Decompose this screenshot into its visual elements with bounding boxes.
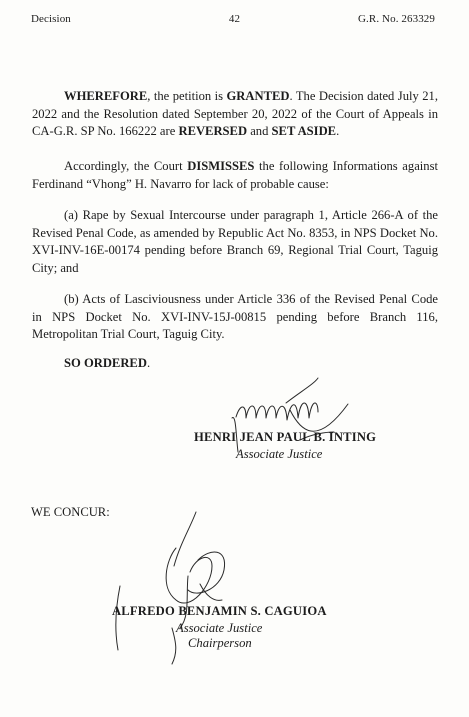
dismissal-paragraph bbox=[32, 158, 438, 193]
p2-text-1: Accordingly, the Court bbox=[64, 159, 188, 173]
header-doc-type: Decision bbox=[31, 13, 71, 25]
concurring-justice-title: Associate Justice bbox=[176, 621, 263, 635]
so-ordered-period: . bbox=[146, 356, 151, 370]
so-ordered-text: SO ORDERED bbox=[64, 356, 147, 370]
dispositive-paragraph bbox=[32, 88, 438, 141]
p2-text-2: the following Informations against Ferdinand “Vhong” H. Navarro for lack of probable cause: bbox=[32, 159, 438, 191]
p1-text-2: . The Decision dated July 21, 2022 and the Resolution dated September 20, 2022 of the Court of Appeals in CA-G.R. SP No. 166222 are bbox=[32, 89, 438, 138]
information-item-a: (a) Rape by Sexual Intercourse under paragraph 1, Article 266-A of the Revised Penal Code, as amended by Republic Act No. 8353, in NPS Docket No. XVI-INV-16E-00174 pending before Branch 69, Regional Trial Court, Taguig City; and bbox=[32, 208, 438, 275]
ponente-name: HENRI JEAN PAUL B. INTING bbox=[194, 430, 377, 444]
header-page-number: 42 bbox=[228, 13, 241, 25]
concurring-justice-role: Chairperson bbox=[188, 636, 252, 650]
set-aside-text: SET ASIDE bbox=[271, 124, 337, 138]
wherefore-text: WHEREFORE bbox=[64, 89, 148, 103]
p1-text-3: and bbox=[247, 124, 272, 138]
reversed-text: REVERSED bbox=[178, 124, 248, 138]
dismisses-text: DISMISSES bbox=[187, 159, 255, 173]
p1-text-4: . bbox=[336, 124, 340, 138]
information-item-b: (b) Acts of Lasciviousness under Article 336 of the Revised Penal Code in NPS Docket No. XVI-INV-15J-00815 pending before Branch 116, Metropolitan Trial Court, Taguig City. bbox=[32, 292, 438, 341]
ponente-title: Associate Justice bbox=[236, 447, 323, 461]
granted-text: GRANTED bbox=[226, 89, 290, 103]
concurring-justice-name: ALFREDO BENJAMIN S. CAGUIOA bbox=[112, 604, 327, 618]
p1-text-1: , the petition is bbox=[147, 89, 227, 103]
we-concur-label: WE CONCUR: bbox=[31, 505, 110, 519]
header-case-number: G.R. No. 263329 bbox=[358, 13, 435, 25]
so-ordered bbox=[64, 356, 150, 371]
